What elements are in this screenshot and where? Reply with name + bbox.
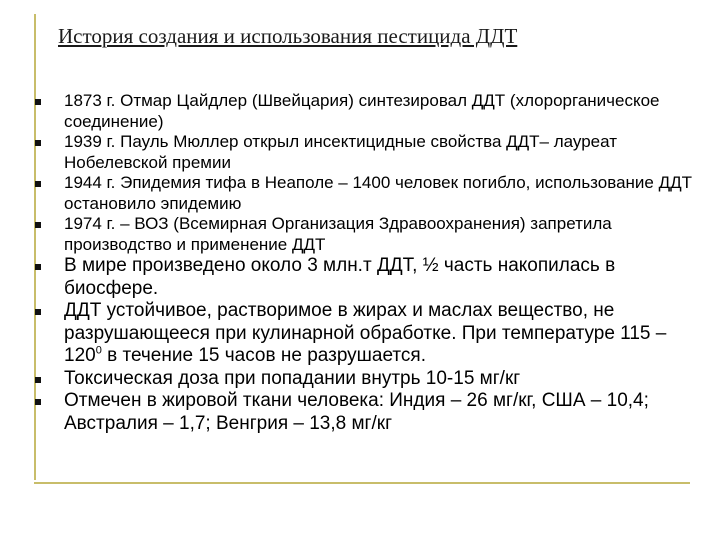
list-item-text (64, 300, 666, 366)
square-bullet-icon (35, 222, 41, 228)
list-item-text: 1939 г. Пауль Мюллер открыл инсектицидные свойства ДДТ– лауреат Нобелевской премии (64, 132, 617, 172)
list-item-text: 1944 г. Эпидемия тифа в Неаполе – 1400 человек погибло, использование ДДТ остановило эпидемию (64, 173, 693, 213)
list-item (34, 390, 694, 435)
square-bullet-icon (35, 140, 41, 146)
degree-superscript: 0 (95, 344, 102, 357)
list-item-text-part: ДДТ устойчивое, растворимое в жирах и маслах вещество, не разрушающееся при кулинарной обработке. При температуре 115 – 120 (64, 300, 667, 366)
list-item (34, 214, 694, 255)
square-bullet-icon (35, 99, 41, 105)
list-item (34, 132, 694, 173)
bottom-border-line (34, 482, 690, 484)
list-item (34, 91, 694, 132)
square-bullet-icon (35, 399, 41, 405)
list-item-text-part: в течение 15 часов не разрушается. (101, 345, 426, 366)
square-bullet-icon (35, 377, 41, 383)
bullet-list (34, 91, 694, 435)
square-bullet-icon (35, 309, 41, 315)
list-item-text: Токсическая доза при попадании внутрь 10-15 мг/кг (64, 367, 521, 389)
list-item-text: 1974 г. – ВОЗ (Всемирная Организация Здравоохранения) запретила производство и применение ДДТ (64, 214, 612, 254)
square-bullet-icon (35, 264, 41, 270)
list-item-text: В мире произведено около 3 млн.т ДДТ, ½ часть накопилась в биосфере. (64, 255, 616, 299)
list-item (34, 368, 694, 391)
list-item (34, 255, 694, 300)
square-bullet-icon (35, 181, 41, 187)
list-item-text: 1873 г. Отмар Цайдлер (Швейцария) синтезировал ДДТ (хлорорганическое соединение) (64, 91, 660, 131)
list-item-text: Отмечен в жировой ткани человека: Индия – 26 мг/кг, США – 10,4; Австралия – 1,7; Венгрия – 13,8 мг/кг (64, 390, 649, 434)
slide-title: История создания и использования пестицида ДДТ (58, 24, 518, 48)
list-item (34, 300, 694, 368)
list-item (34, 173, 694, 214)
